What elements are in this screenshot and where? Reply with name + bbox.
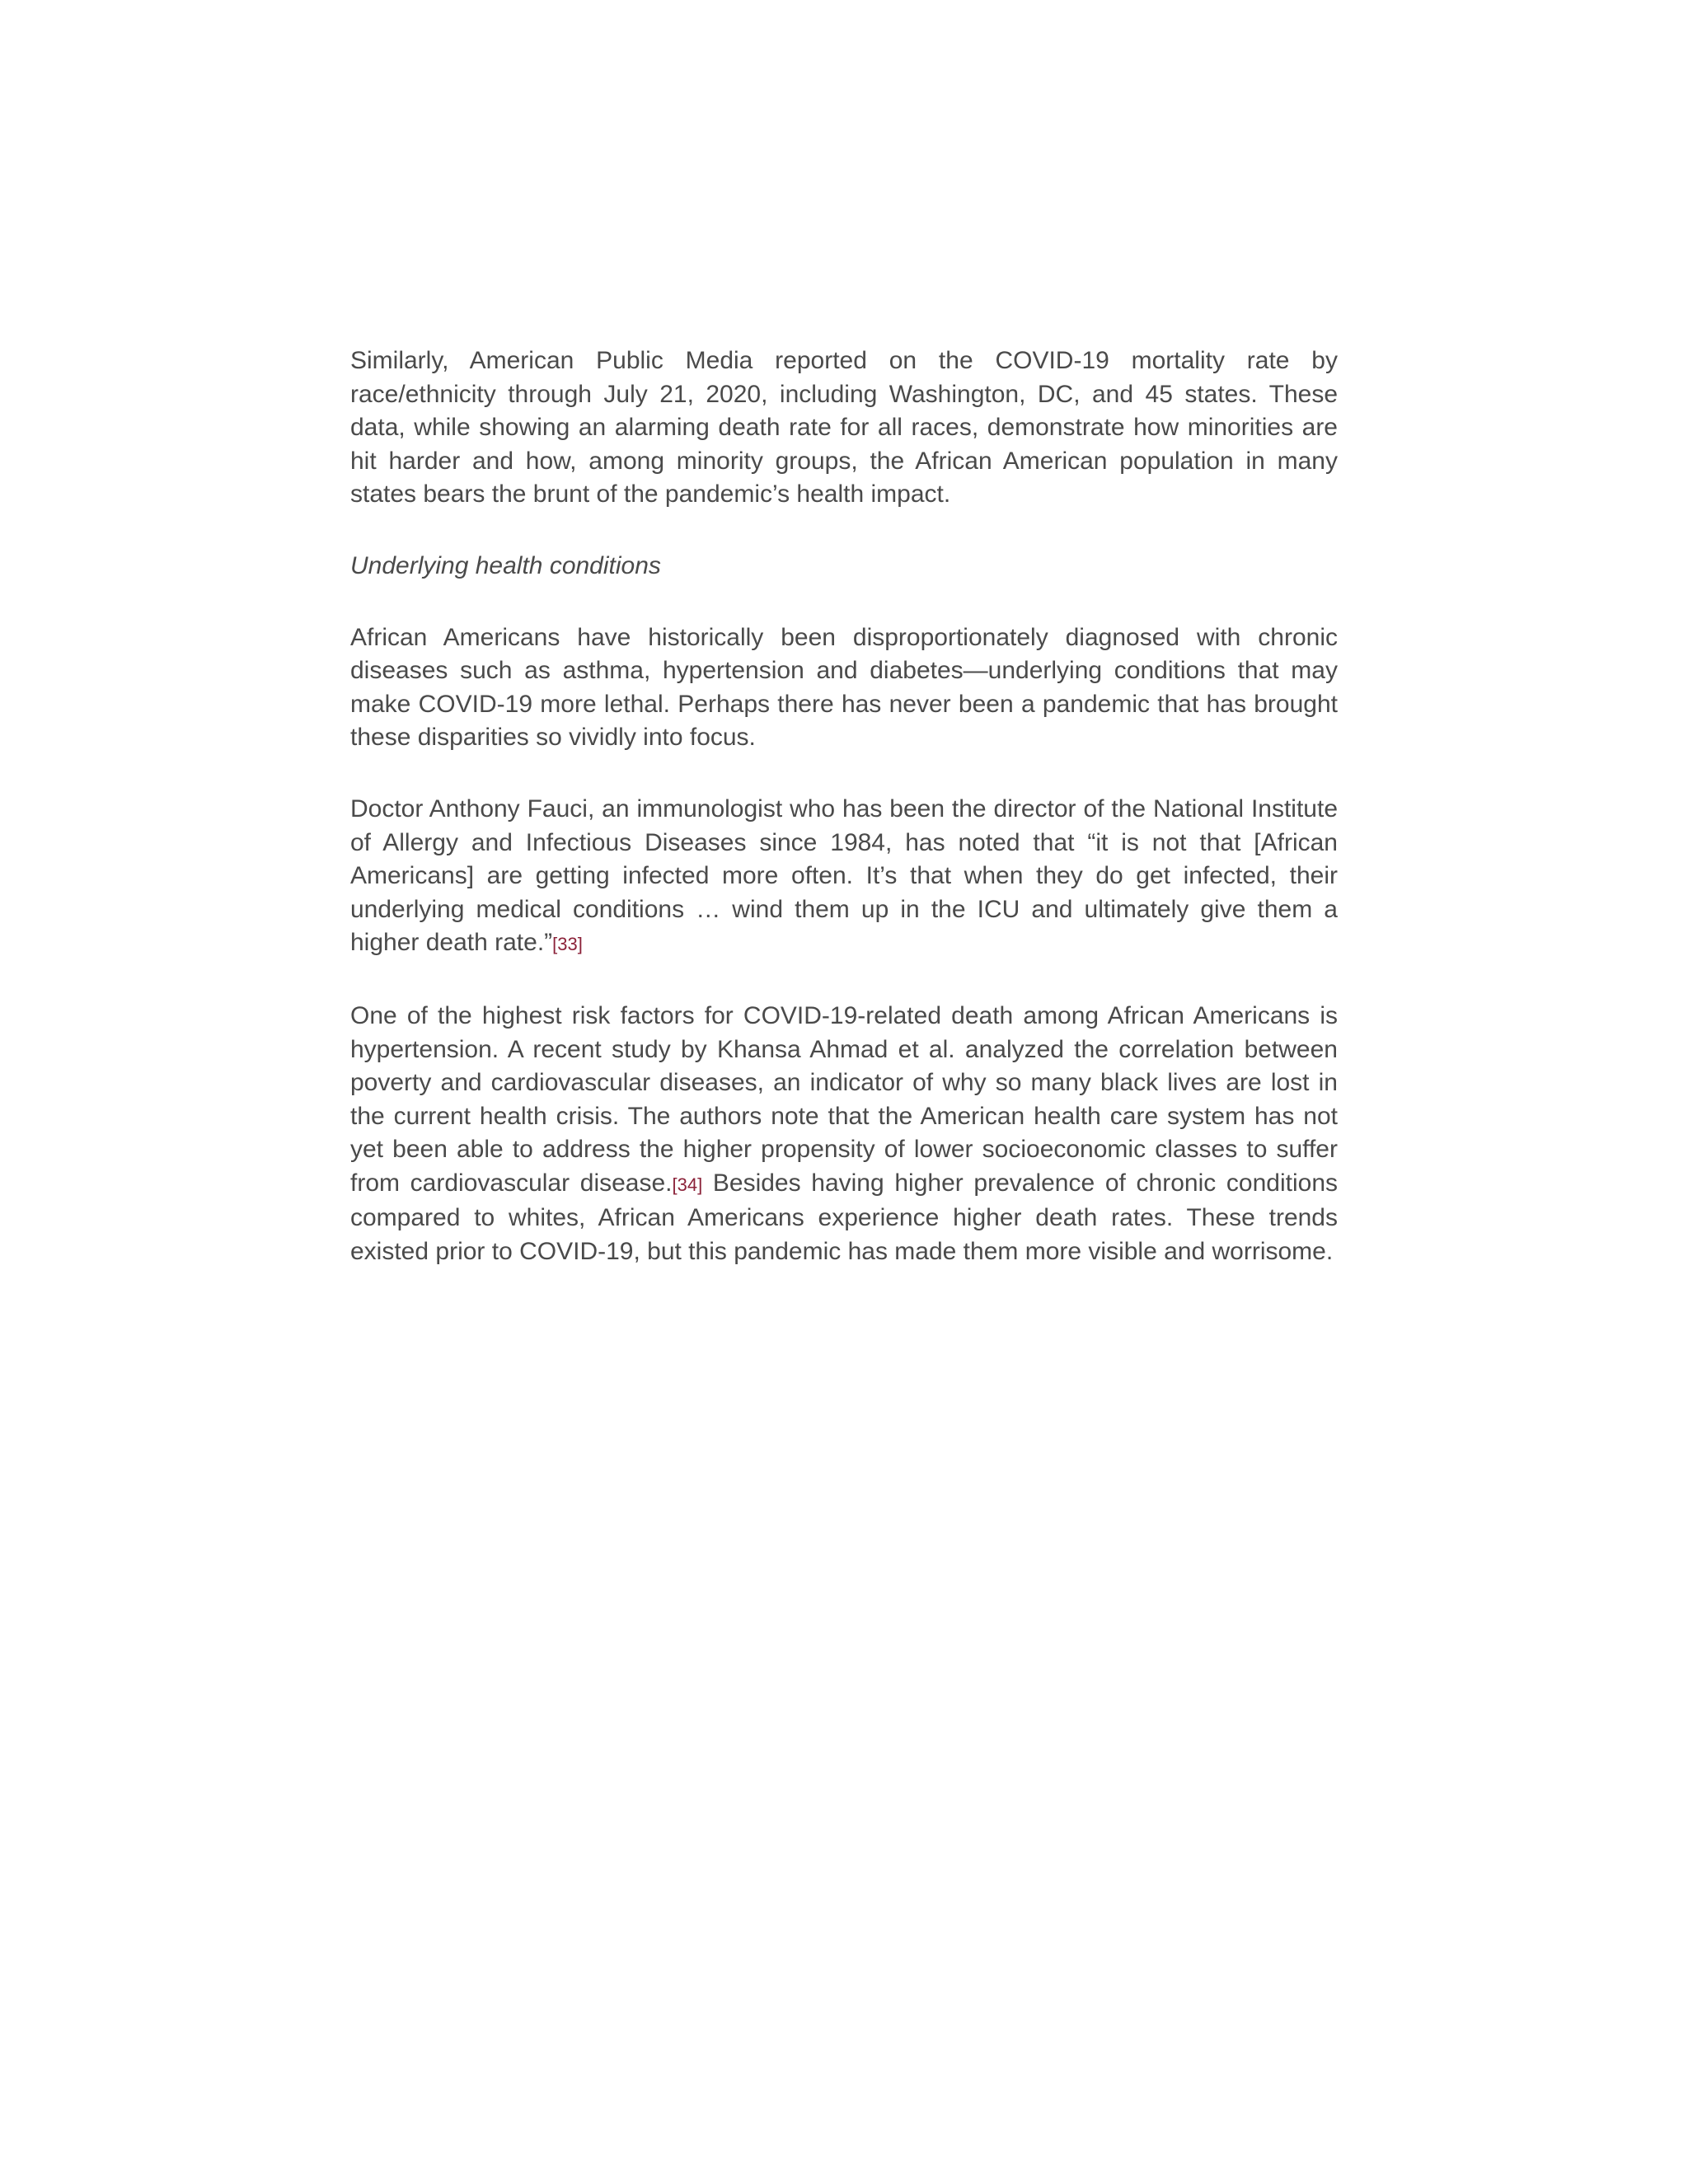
citation-link-33[interactable]: [33] (552, 934, 583, 955)
paragraph-mortality-rate: Similarly, American Public Media reported on the COVID-19 mortality rate by race/ethnicity through July 21, 2020, including Washington, DC, and 45 states. These data, while showing an alarming death rate for all races, demonstrate how minorities are hit harder and how, among minority groups, the African American population in many states bears the brunt of the pandemic’s health impact. (350, 347, 1338, 509)
document-body (350, 344, 1338, 1307)
hypertension-text-part-1: One of the highest risk factors for COVID-19-related death among African Americans is hypertension. A recent study by Khansa Ahmad et al. analyzed the correlation between poverty and cardiovascular diseases, an indicator of why so many black lives are lost in the current health crisis. The authors note that the American health care system has not yet been able to address the higher propensity of lower socioeconomic classes to suffer from cardiovascular disease. (350, 1001, 1338, 1197)
paragraph-fauci-quote (350, 793, 1338, 962)
paragraph-hypertension (350, 1000, 1338, 1269)
section-heading: Underlying health conditions (350, 551, 661, 579)
citation-link-34[interactable]: [34] (672, 1174, 703, 1195)
fauci-quote-text: Doctor Anthony Fauci, an immunologist who has been the director of the National Institute of Allergy and Infectious Diseases since 1984, has noted that “it is not that [African Americans] are getting infected more often. It’s that when they do get infected, their underlying medical conditions … wind them up in the ICU and ultimately give them a higher death rate.” (350, 794, 1338, 957)
paragraph-chronic-diseases: African Americans have historically been disproportionately diagnosed with chronic diseases such as asthma, hypertension and diabetes—underlying conditions that may make COVID-19 more lethal. Perhaps there has never been a pandemic that has brought these disparities so vividly into focus. (350, 623, 1338, 752)
hypertension-text-part-2: Besides having higher prevalence of chronic conditions compared to whites, African Americans experience higher death rates. These trends existed prior to COVID-19, but this pandemic has made them more visible and worrisome. (350, 1169, 1338, 1266)
